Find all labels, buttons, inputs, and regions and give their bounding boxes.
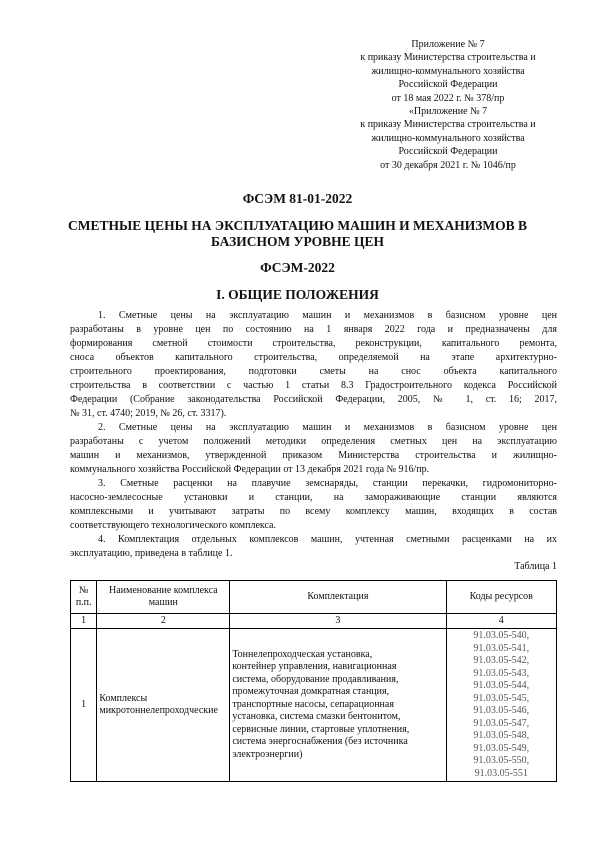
kompl-line: промежуточная домкратная станция, (232, 686, 390, 698)
kompl-line: система, оборудование продавливания, (232, 673, 399, 685)
header-line: Российской Федерации (398, 79, 498, 91)
resource-code: 91.03.05-549, (473, 742, 530, 754)
header-line: к приказу Министерства строительства и (360, 119, 536, 131)
header-kompl: Комплектация (230, 581, 446, 614)
row-name (97, 629, 230, 782)
kompl-line: контейнер управления, навигационная (232, 661, 397, 673)
paragraph-line: коммунального хозяйства Российской Федерации от 13 декабря 2021 года № 916/пр. (70, 464, 430, 475)
paragraph-line: разработаны с учетом положений методики определения сметных цен на эксплуатацию (70, 436, 557, 447)
kompl-line: Тоннелепроходческая установка, (232, 648, 373, 660)
paragraph-line: сноса объектов капитального строительства, определяемой на этапе архитектурно- (70, 352, 557, 363)
paragraph-line: № 31, ст. 4740; 2019, № 26, ст. 3317). (70, 408, 227, 419)
kompl-table (70, 580, 557, 782)
resource-code: 91.03.05-540, (473, 630, 530, 641)
paragraph-line: машин и механизмов, утвержденной приказом Министерства строительства и жилищно- (70, 450, 557, 461)
paragraph-line: строительства в соответствии с частью 1 статьи 8.3 Градостроительного кодекса Российской (70, 380, 557, 391)
row-name-line: микротоннелепроходческие (99, 705, 218, 716)
resource-code: 91.03.05-551 (474, 767, 528, 779)
kompl-line: установка, система смазки бентонитом, (232, 711, 401, 723)
kompl-line: транспортные насосы, сепарационная (232, 698, 394, 710)
resource-code: 91.03.05-542, (473, 655, 530, 666)
document-short-name: ФСЭМ-2022 (260, 260, 335, 275)
kompl-line: сервисные линии, стартовые уплотнения, (232, 723, 410, 735)
header-name: Наименование комплекса машин (97, 581, 230, 614)
body-text (70, 309, 557, 561)
paragraph-line: 4. Комплектация отдельных комплексов машин, учтенная сметными расценками на их (98, 534, 557, 545)
paragraph-line: 1. Сметные цены на эксплуатацию машин и механизмов в базисном уровне цен (98, 310, 557, 321)
document-title-line: СМЕТНЫЕ ЦЕНЫ НА ЭКСПЛУАТАЦИЮ МАШИН И МЕХАНИЗМОВ В (68, 218, 527, 233)
paragraph-line: формирования сметной стоимости строительства, реконструкции, капитального ремонта, (70, 338, 557, 349)
paragraph-line: Федерации (Собрание законодательства Российской Федерации, 2005, № 1, ст. 16; 2017, (70, 394, 557, 405)
resource-code: 91.03.05-544, (473, 680, 530, 691)
column-number: 1 (71, 614, 97, 629)
header-line: Российской Федерации (398, 146, 498, 158)
resource-code: 91.03.05-548, (473, 730, 530, 741)
paragraph-line: разработаны в уровне цен по состоянию на 1 января 2022 года и предназначены для (70, 324, 557, 335)
header-line: «Приложение № 7 (408, 106, 488, 118)
row-kompl (230, 629, 446, 782)
row-name-line: Комплексы (99, 692, 148, 704)
paragraph-line: комплексными и учитывают затраты по всему комплексу машин, входящих в состав (70, 506, 557, 517)
resource-code: 91.03.05-550, (473, 755, 530, 766)
column-number-row (71, 614, 557, 629)
paragraph-line: соответствующего технологического комплекса. (70, 520, 276, 531)
header-codes: Коды ресурсов (446, 581, 557, 614)
paragraph-line: эксплуатацию, приведена в таблице 1. (70, 548, 233, 559)
header-line: жилищно-коммунального хозяйства (371, 65, 525, 77)
paragraph-line: 2. Сметные цены на эксплуатацию машин и механизмов в базисном уровне цен (98, 422, 557, 433)
kompl-line: система энергоснабжения (без источника (232, 736, 408, 748)
row-codes (446, 629, 557, 782)
resource-code: 91.03.05-547, (473, 717, 530, 729)
paragraph-line: 3. Сметные расценки на плавучие земснаряды, станции перекачки, гидромониторно- (98, 478, 557, 489)
paragraph-line: насосно-землесосные установки и станции, на замораживающие станции являются (70, 492, 557, 503)
table-caption: Таблица 1 (514, 561, 557, 572)
resource-code: 91.03.05-541, (473, 642, 530, 654)
header-line: от 18 мая 2022 г. № 378/пр (391, 92, 505, 104)
header-num: № п.п. (71, 581, 97, 614)
table-header-row (71, 581, 557, 614)
table-row (71, 629, 557, 782)
kompl-line: электроэнергии) (232, 748, 303, 760)
column-number: 3 (230, 614, 446, 629)
document-code: ФСЭМ 81-01-2022 (242, 191, 353, 206)
row-num: 1 (71, 629, 97, 782)
header-line: жилищно-коммунального хозяйства (371, 132, 525, 144)
header-line: Приложение № 7 (411, 39, 485, 50)
appendix-header (330, 38, 566, 172)
header-line: к приказу Министерства строительства и (360, 52, 536, 64)
column-number: 4 (446, 614, 557, 629)
column-number: 2 (97, 614, 230, 629)
resource-code: 91.03.05-543, (473, 667, 530, 679)
document-title-line: БАЗИСНОМ УРОВНЕ ЦЕН (210, 234, 385, 249)
section-title: I. ОБЩИЕ ПОЛОЖЕНИЯ (216, 287, 379, 302)
paragraph-line: строительного проектирования, подготовки сметы на снос объекта капитального (70, 366, 557, 377)
header-line: от 30 декабря 2021 г. № 1046/пр (380, 159, 516, 171)
resource-code: 91.03.05-546, (473, 705, 530, 716)
resource-code: 91.03.05-545, (473, 692, 530, 704)
document-title (0, 218, 595, 250)
